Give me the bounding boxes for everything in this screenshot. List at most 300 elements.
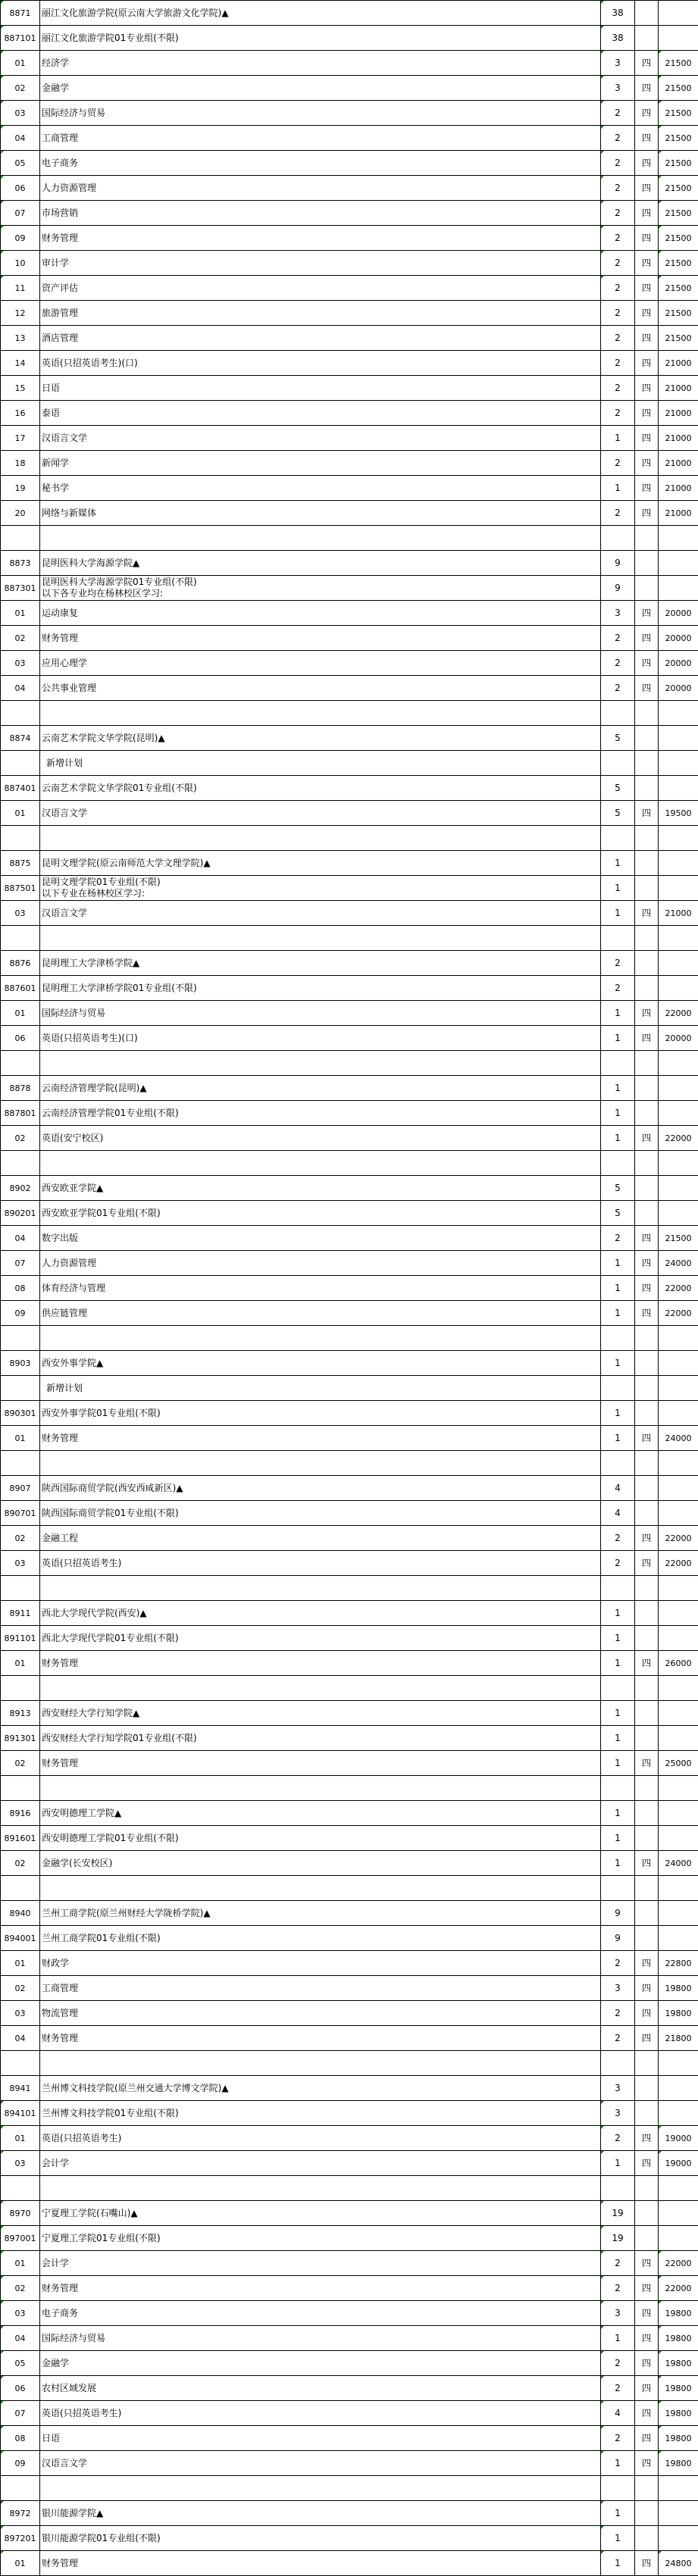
tuition-cell[interactable] bbox=[659, 226, 698, 251]
name-cell[interactable] bbox=[40, 1401, 601, 1426]
tuition-cell[interactable] bbox=[659, 51, 698, 76]
tuition-cell[interactable] bbox=[659, 2226, 698, 2251]
tuition-cell[interactable] bbox=[659, 1901, 698, 1926]
tuition-cell[interactable] bbox=[659, 1876, 698, 1901]
duration-cell[interactable] bbox=[635, 1451, 659, 1476]
name-cell[interactable] bbox=[40, 1626, 601, 1651]
code-cell[interactable] bbox=[1, 1726, 40, 1751]
name-cell[interactable] bbox=[40, 926, 601, 951]
name-cell[interactable] bbox=[40, 2376, 601, 2401]
code-cell[interactable] bbox=[1, 1951, 40, 1976]
name-cell[interactable] bbox=[40, 476, 601, 501]
name-cell[interactable] bbox=[40, 1151, 601, 1176]
tuition-cell[interactable] bbox=[659, 1451, 698, 1476]
code-cell[interactable] bbox=[1, 2101, 40, 2126]
tuition-cell[interactable] bbox=[659, 151, 698, 176]
code-cell[interactable] bbox=[1, 1751, 40, 1776]
tuition-cell[interactable] bbox=[659, 1526, 698, 1551]
name-cell[interactable] bbox=[40, 451, 601, 476]
plan-count-cell[interactable] bbox=[601, 1401, 635, 1426]
name-cell[interactable] bbox=[40, 1901, 601, 1926]
code-cell[interactable] bbox=[1, 2326, 40, 2351]
duration-cell[interactable] bbox=[635, 2076, 659, 2101]
code-cell[interactable] bbox=[1, 1251, 40, 1276]
tuition-cell[interactable] bbox=[659, 2176, 698, 2201]
tuition-cell[interactable] bbox=[659, 326, 698, 351]
tuition-cell[interactable] bbox=[659, 2476, 698, 2501]
code-cell[interactable] bbox=[1, 251, 40, 276]
code-cell[interactable] bbox=[1, 901, 40, 926]
plan-count-cell[interactable] bbox=[601, 251, 635, 276]
name-cell[interactable] bbox=[40, 26, 601, 51]
duration-cell[interactable] bbox=[635, 351, 659, 376]
code-cell[interactable] bbox=[1, 376, 40, 401]
name-cell[interactable] bbox=[40, 176, 601, 201]
name-cell[interactable] bbox=[40, 151, 601, 176]
duration-cell[interactable] bbox=[635, 1801, 659, 1826]
plan-count-cell[interactable] bbox=[601, 1226, 635, 1251]
plan-count-cell[interactable] bbox=[601, 1051, 635, 1076]
code-cell[interactable] bbox=[1, 626, 40, 651]
duration-cell[interactable] bbox=[635, 326, 659, 351]
duration-cell[interactable] bbox=[635, 226, 659, 251]
plan-count-cell[interactable] bbox=[601, 1151, 635, 1176]
duration-cell[interactable] bbox=[635, 1526, 659, 1551]
code-cell[interactable] bbox=[1, 501, 40, 526]
plan-count-cell[interactable] bbox=[601, 1476, 635, 1501]
duration-cell[interactable] bbox=[635, 251, 659, 276]
name-cell[interactable] bbox=[40, 2001, 601, 2026]
tuition-cell[interactable] bbox=[659, 1676, 698, 1701]
tuition-cell[interactable] bbox=[659, 101, 698, 126]
duration-cell[interactable] bbox=[635, 126, 659, 151]
code-cell[interactable] bbox=[1, 826, 40, 851]
plan-count-cell[interactable] bbox=[601, 2051, 635, 2076]
plan-count-cell[interactable] bbox=[601, 1976, 635, 2001]
duration-cell[interactable] bbox=[635, 51, 659, 76]
code-cell[interactable] bbox=[1, 551, 40, 576]
duration-cell[interactable] bbox=[635, 1176, 659, 1201]
tuition-cell[interactable] bbox=[659, 976, 698, 1001]
tuition-cell[interactable] bbox=[659, 2326, 698, 2351]
code-cell[interactable] bbox=[1, 2426, 40, 2451]
code-cell[interactable] bbox=[1, 151, 40, 176]
duration-cell[interactable] bbox=[635, 2401, 659, 2426]
name-cell[interactable] bbox=[40, 1576, 601, 1601]
code-cell[interactable] bbox=[1, 2476, 40, 2501]
plan-count-cell[interactable] bbox=[601, 326, 635, 351]
tuition-cell[interactable] bbox=[659, 1151, 698, 1176]
plan-count-cell[interactable] bbox=[601, 2401, 635, 2426]
name-cell[interactable] bbox=[40, 376, 601, 401]
plan-count-cell[interactable] bbox=[601, 226, 635, 251]
duration-cell[interactable] bbox=[635, 1126, 659, 1151]
tuition-cell[interactable] bbox=[659, 776, 698, 801]
plan-count-cell[interactable] bbox=[601, 1, 635, 26]
code-cell[interactable] bbox=[1, 2351, 40, 2376]
tuition-cell[interactable] bbox=[659, 1426, 698, 1451]
plan-count-cell[interactable] bbox=[601, 351, 635, 376]
tuition-cell[interactable] bbox=[659, 2351, 698, 2376]
name-cell[interactable] bbox=[40, 676, 601, 701]
duration-cell[interactable] bbox=[635, 26, 659, 51]
tuition-cell[interactable] bbox=[659, 126, 698, 151]
tuition-cell[interactable] bbox=[659, 2151, 698, 2176]
name-cell[interactable] bbox=[40, 1201, 601, 1226]
plan-count-cell[interactable] bbox=[601, 1576, 635, 1601]
plan-count-cell[interactable] bbox=[601, 151, 635, 176]
duration-cell[interactable] bbox=[635, 2151, 659, 2176]
tuition-cell[interactable] bbox=[659, 1701, 698, 1726]
name-cell[interactable] bbox=[40, 1926, 601, 1951]
code-cell[interactable] bbox=[1, 2526, 40, 2551]
duration-cell[interactable] bbox=[635, 551, 659, 576]
tuition-cell[interactable] bbox=[659, 1326, 698, 1351]
name-cell[interactable] bbox=[40, 251, 601, 276]
plan-count-cell[interactable] bbox=[601, 2026, 635, 2051]
duration-cell[interactable] bbox=[635, 1851, 659, 1876]
name-cell[interactable] bbox=[40, 1226, 601, 1251]
plan-count-cell[interactable] bbox=[601, 1326, 635, 1351]
duration-cell[interactable] bbox=[635, 1301, 659, 1326]
duration-cell[interactable] bbox=[635, 2451, 659, 2476]
tuition-cell[interactable] bbox=[659, 2501, 698, 2526]
duration-cell[interactable] bbox=[635, 2201, 659, 2226]
code-cell[interactable] bbox=[1, 1501, 40, 1526]
tuition-cell[interactable] bbox=[659, 1801, 698, 1826]
duration-cell[interactable] bbox=[635, 876, 659, 901]
name-cell[interactable] bbox=[40, 901, 601, 926]
name-cell[interactable] bbox=[40, 551, 601, 576]
duration-cell[interactable] bbox=[635, 1426, 659, 1451]
tuition-cell[interactable] bbox=[659, 1851, 698, 1876]
tuition-cell[interactable] bbox=[659, 1751, 698, 1776]
tuition-cell[interactable] bbox=[659, 901, 698, 926]
code-cell[interactable] bbox=[1, 1201, 40, 1226]
plan-count-cell[interactable] bbox=[601, 1426, 635, 1451]
plan-count-cell[interactable] bbox=[601, 101, 635, 126]
name-cell[interactable] bbox=[40, 2451, 601, 2476]
duration-cell[interactable] bbox=[635, 626, 659, 651]
code-cell[interactable] bbox=[1, 1776, 40, 1801]
name-cell[interactable] bbox=[40, 2401, 601, 2426]
code-cell[interactable] bbox=[1, 1276, 40, 1301]
code-cell[interactable] bbox=[1, 1976, 40, 2001]
plan-count-cell[interactable] bbox=[601, 1251, 635, 1276]
plan-count-cell[interactable] bbox=[601, 726, 635, 751]
name-cell[interactable] bbox=[40, 2476, 601, 2501]
duration-cell[interactable] bbox=[635, 2101, 659, 2126]
plan-count-cell[interactable] bbox=[601, 1201, 635, 1226]
code-cell[interactable] bbox=[1, 2226, 40, 2251]
plan-count-cell[interactable] bbox=[601, 2301, 635, 2326]
name-cell[interactable] bbox=[40, 1476, 601, 1501]
code-cell[interactable] bbox=[1, 51, 40, 76]
code-cell[interactable] bbox=[1, 1876, 40, 1901]
code-cell[interactable] bbox=[1, 1001, 40, 1026]
code-cell[interactable] bbox=[1, 1351, 40, 1376]
tuition-cell[interactable] bbox=[659, 2026, 698, 2051]
code-cell[interactable] bbox=[1, 351, 40, 376]
name-cell[interactable] bbox=[40, 1601, 601, 1626]
duration-cell[interactable] bbox=[635, 1601, 659, 1626]
code-cell[interactable] bbox=[1, 101, 40, 126]
code-cell[interactable] bbox=[1, 1601, 40, 1626]
duration-cell[interactable] bbox=[635, 801, 659, 826]
plan-count-cell[interactable] bbox=[601, 826, 635, 851]
plan-count-cell[interactable] bbox=[601, 1801, 635, 1826]
code-cell[interactable] bbox=[1, 676, 40, 701]
duration-cell[interactable] bbox=[635, 2476, 659, 2501]
code-cell[interactable] bbox=[1, 2276, 40, 2301]
code-cell[interactable] bbox=[1, 201, 40, 226]
tuition-cell[interactable] bbox=[659, 426, 698, 451]
name-cell[interactable] bbox=[40, 2251, 601, 2276]
plan-count-cell[interactable] bbox=[601, 2276, 635, 2301]
plan-count-cell[interactable] bbox=[601, 1451, 635, 1476]
name-cell[interactable] bbox=[40, 401, 601, 426]
tuition-cell[interactable] bbox=[659, 1226, 698, 1251]
code-cell[interactable] bbox=[1, 576, 40, 601]
name-cell[interactable] bbox=[40, 801, 601, 826]
code-cell[interactable] bbox=[1, 2176, 40, 2201]
name-cell[interactable] bbox=[40, 1426, 601, 1451]
code-cell[interactable] bbox=[1, 451, 40, 476]
code-cell[interactable] bbox=[1, 2201, 40, 2226]
name-cell[interactable] bbox=[40, 601, 601, 626]
name-cell[interactable] bbox=[40, 301, 601, 326]
name-cell[interactable] bbox=[40, 501, 601, 526]
plan-count-cell[interactable] bbox=[601, 2101, 635, 2126]
plan-count-cell[interactable] bbox=[601, 301, 635, 326]
plan-count-cell[interactable] bbox=[601, 2551, 635, 2576]
plan-count-cell[interactable] bbox=[601, 776, 635, 801]
name-cell[interactable] bbox=[40, 126, 601, 151]
code-cell[interactable] bbox=[1, 951, 40, 976]
duration-cell[interactable] bbox=[635, 1376, 659, 1401]
duration-cell[interactable] bbox=[635, 1226, 659, 1251]
code-cell[interactable] bbox=[1, 301, 40, 326]
tuition-cell[interactable] bbox=[659, 676, 698, 701]
code-cell[interactable] bbox=[1, 1076, 40, 1101]
code-cell[interactable] bbox=[1, 2301, 40, 2326]
plan-count-cell[interactable] bbox=[601, 1751, 635, 1776]
name-cell[interactable] bbox=[40, 851, 601, 876]
plan-count-cell[interactable] bbox=[601, 401, 635, 426]
name-cell[interactable] bbox=[40, 1976, 601, 2001]
name-cell[interactable] bbox=[40, 1276, 601, 1301]
name-cell[interactable] bbox=[40, 1376, 601, 1401]
duration-cell[interactable] bbox=[635, 2001, 659, 2026]
code-cell[interactable] bbox=[1, 1551, 40, 1576]
code-cell[interactable] bbox=[1, 26, 40, 51]
duration-cell[interactable] bbox=[635, 2251, 659, 2276]
plan-count-cell[interactable] bbox=[601, 1351, 635, 1376]
tuition-cell[interactable] bbox=[659, 76, 698, 101]
code-cell[interactable] bbox=[1, 1826, 40, 1851]
tuition-cell[interactable] bbox=[659, 301, 698, 326]
tuition-cell[interactable] bbox=[659, 1776, 698, 1801]
duration-cell[interactable] bbox=[635, 1151, 659, 1176]
code-cell[interactable] bbox=[1, 526, 40, 551]
plan-count-cell[interactable] bbox=[601, 2076, 635, 2101]
duration-cell[interactable] bbox=[635, 1576, 659, 1601]
name-cell[interactable] bbox=[40, 2426, 601, 2451]
code-cell[interactable] bbox=[1, 2401, 40, 2426]
plan-count-cell[interactable] bbox=[601, 976, 635, 1001]
duration-cell[interactable] bbox=[635, 2126, 659, 2151]
tuition-cell[interactable] bbox=[659, 1201, 698, 1226]
duration-cell[interactable] bbox=[635, 476, 659, 501]
name-cell[interactable] bbox=[40, 276, 601, 301]
name-cell[interactable] bbox=[40, 2026, 601, 2051]
name-cell[interactable] bbox=[40, 1851, 601, 1876]
code-cell[interactable] bbox=[1, 2451, 40, 2476]
duration-cell[interactable] bbox=[635, 76, 659, 101]
tuition-cell[interactable] bbox=[659, 576, 698, 601]
tuition-cell[interactable] bbox=[659, 1976, 698, 2001]
code-cell[interactable] bbox=[1, 976, 40, 1001]
plan-count-cell[interactable] bbox=[601, 2126, 635, 2151]
code-cell[interactable] bbox=[1, 1301, 40, 1326]
duration-cell[interactable] bbox=[635, 1626, 659, 1651]
tuition-cell[interactable] bbox=[659, 2076, 698, 2101]
tuition-cell[interactable] bbox=[659, 1176, 698, 1201]
code-cell[interactable] bbox=[1, 2126, 40, 2151]
name-cell[interactable] bbox=[40, 326, 601, 351]
duration-cell[interactable] bbox=[635, 1751, 659, 1776]
code-cell[interactable] bbox=[1, 2051, 40, 2076]
tuition-cell[interactable] bbox=[659, 1376, 698, 1401]
tuition-cell[interactable] bbox=[659, 951, 698, 976]
tuition-cell[interactable] bbox=[659, 376, 698, 401]
duration-cell[interactable] bbox=[635, 1076, 659, 1101]
tuition-cell[interactable] bbox=[659, 1301, 698, 1326]
name-cell[interactable] bbox=[40, 1, 601, 26]
tuition-cell[interactable] bbox=[659, 401, 698, 426]
duration-cell[interactable] bbox=[635, 701, 659, 726]
name-cell[interactable] bbox=[40, 2126, 601, 2151]
name-cell[interactable] bbox=[40, 976, 601, 1001]
code-cell[interactable] bbox=[1, 1376, 40, 1401]
plan-count-cell[interactable] bbox=[601, 1501, 635, 1526]
name-cell[interactable] bbox=[40, 1801, 601, 1826]
tuition-cell[interactable] bbox=[659, 626, 698, 651]
duration-cell[interactable] bbox=[635, 2051, 659, 2076]
duration-cell[interactable] bbox=[635, 851, 659, 876]
tuition-cell[interactable] bbox=[659, 2551, 698, 2576]
duration-cell[interactable] bbox=[635, 1701, 659, 1726]
name-cell[interactable] bbox=[40, 2051, 601, 2076]
code-cell[interactable] bbox=[1, 401, 40, 426]
tuition-cell[interactable] bbox=[659, 2201, 698, 2226]
tuition-cell[interactable] bbox=[659, 2376, 698, 2401]
code-cell[interactable] bbox=[1, 1526, 40, 1551]
name-cell[interactable] bbox=[40, 426, 601, 451]
name-cell[interactable] bbox=[40, 1676, 601, 1701]
plan-count-cell[interactable] bbox=[601, 2201, 635, 2226]
duration-cell[interactable] bbox=[635, 151, 659, 176]
plan-count-cell[interactable] bbox=[601, 201, 635, 226]
plan-count-cell[interactable] bbox=[601, 1101, 635, 1126]
tuition-cell[interactable] bbox=[659, 601, 698, 626]
name-cell[interactable] bbox=[40, 2101, 601, 2126]
name-cell[interactable] bbox=[40, 1726, 601, 1751]
duration-cell[interactable] bbox=[635, 726, 659, 751]
tuition-cell[interactable] bbox=[659, 2426, 698, 2451]
name-cell[interactable] bbox=[40, 1076, 601, 1101]
code-cell[interactable] bbox=[1, 1651, 40, 1676]
plan-count-cell[interactable] bbox=[601, 2326, 635, 2351]
name-cell[interactable] bbox=[40, 1001, 601, 1026]
tuition-cell[interactable] bbox=[659, 1726, 698, 1751]
plan-count-cell[interactable] bbox=[601, 1901, 635, 1926]
name-cell[interactable] bbox=[40, 2526, 601, 2551]
code-cell[interactable] bbox=[1, 1326, 40, 1351]
duration-cell[interactable] bbox=[635, 1901, 659, 1926]
plan-count-cell[interactable] bbox=[601, 426, 635, 451]
name-cell[interactable] bbox=[40, 651, 601, 676]
plan-count-cell[interactable] bbox=[601, 1001, 635, 1026]
tuition-cell[interactable] bbox=[659, 801, 698, 826]
code-cell[interactable] bbox=[1, 1926, 40, 1951]
plan-count-cell[interactable] bbox=[601, 1951, 635, 1976]
duration-cell[interactable] bbox=[635, 501, 659, 526]
duration-cell[interactable] bbox=[635, 2501, 659, 2526]
code-cell[interactable] bbox=[1, 1026, 40, 1051]
tuition-cell[interactable] bbox=[659, 1076, 698, 1101]
name-cell[interactable] bbox=[40, 876, 601, 901]
name-cell[interactable] bbox=[40, 2351, 601, 2376]
code-cell[interactable] bbox=[1, 1, 40, 26]
tuition-cell[interactable] bbox=[659, 701, 698, 726]
code-cell[interactable] bbox=[1, 2001, 40, 2026]
name-cell[interactable] bbox=[40, 1751, 601, 1776]
duration-cell[interactable] bbox=[635, 1926, 659, 1951]
tuition-cell[interactable] bbox=[659, 501, 698, 526]
duration-cell[interactable] bbox=[635, 2526, 659, 2551]
plan-count-cell[interactable] bbox=[601, 851, 635, 876]
code-cell[interactable] bbox=[1, 926, 40, 951]
duration-cell[interactable] bbox=[635, 101, 659, 126]
tuition-cell[interactable] bbox=[659, 1551, 698, 1576]
code-cell[interactable] bbox=[1, 126, 40, 151]
code-cell[interactable] bbox=[1, 1426, 40, 1451]
plan-count-cell[interactable] bbox=[601, 2526, 635, 2551]
tuition-cell[interactable] bbox=[659, 1101, 698, 1126]
duration-cell[interactable] bbox=[635, 526, 659, 551]
tuition-cell[interactable] bbox=[659, 551, 698, 576]
name-cell[interactable] bbox=[40, 701, 601, 726]
duration-cell[interactable] bbox=[635, 976, 659, 1001]
plan-count-cell[interactable] bbox=[601, 1776, 635, 1801]
name-cell[interactable] bbox=[40, 1826, 601, 1851]
tuition-cell[interactable] bbox=[659, 1, 698, 26]
code-cell[interactable] bbox=[1, 1226, 40, 1251]
duration-cell[interactable] bbox=[635, 1351, 659, 1376]
name-cell[interactable] bbox=[40, 2226, 601, 2251]
tuition-cell[interactable] bbox=[659, 851, 698, 876]
code-cell[interactable] bbox=[1, 601, 40, 626]
plan-count-cell[interactable] bbox=[601, 276, 635, 301]
plan-count-cell[interactable] bbox=[601, 2451, 635, 2476]
duration-cell[interactable] bbox=[635, 951, 659, 976]
tuition-cell[interactable] bbox=[659, 1026, 698, 1051]
name-cell[interactable] bbox=[40, 826, 601, 851]
plan-count-cell[interactable] bbox=[601, 951, 635, 976]
name-cell[interactable] bbox=[40, 526, 601, 551]
name-cell[interactable] bbox=[40, 751, 601, 776]
